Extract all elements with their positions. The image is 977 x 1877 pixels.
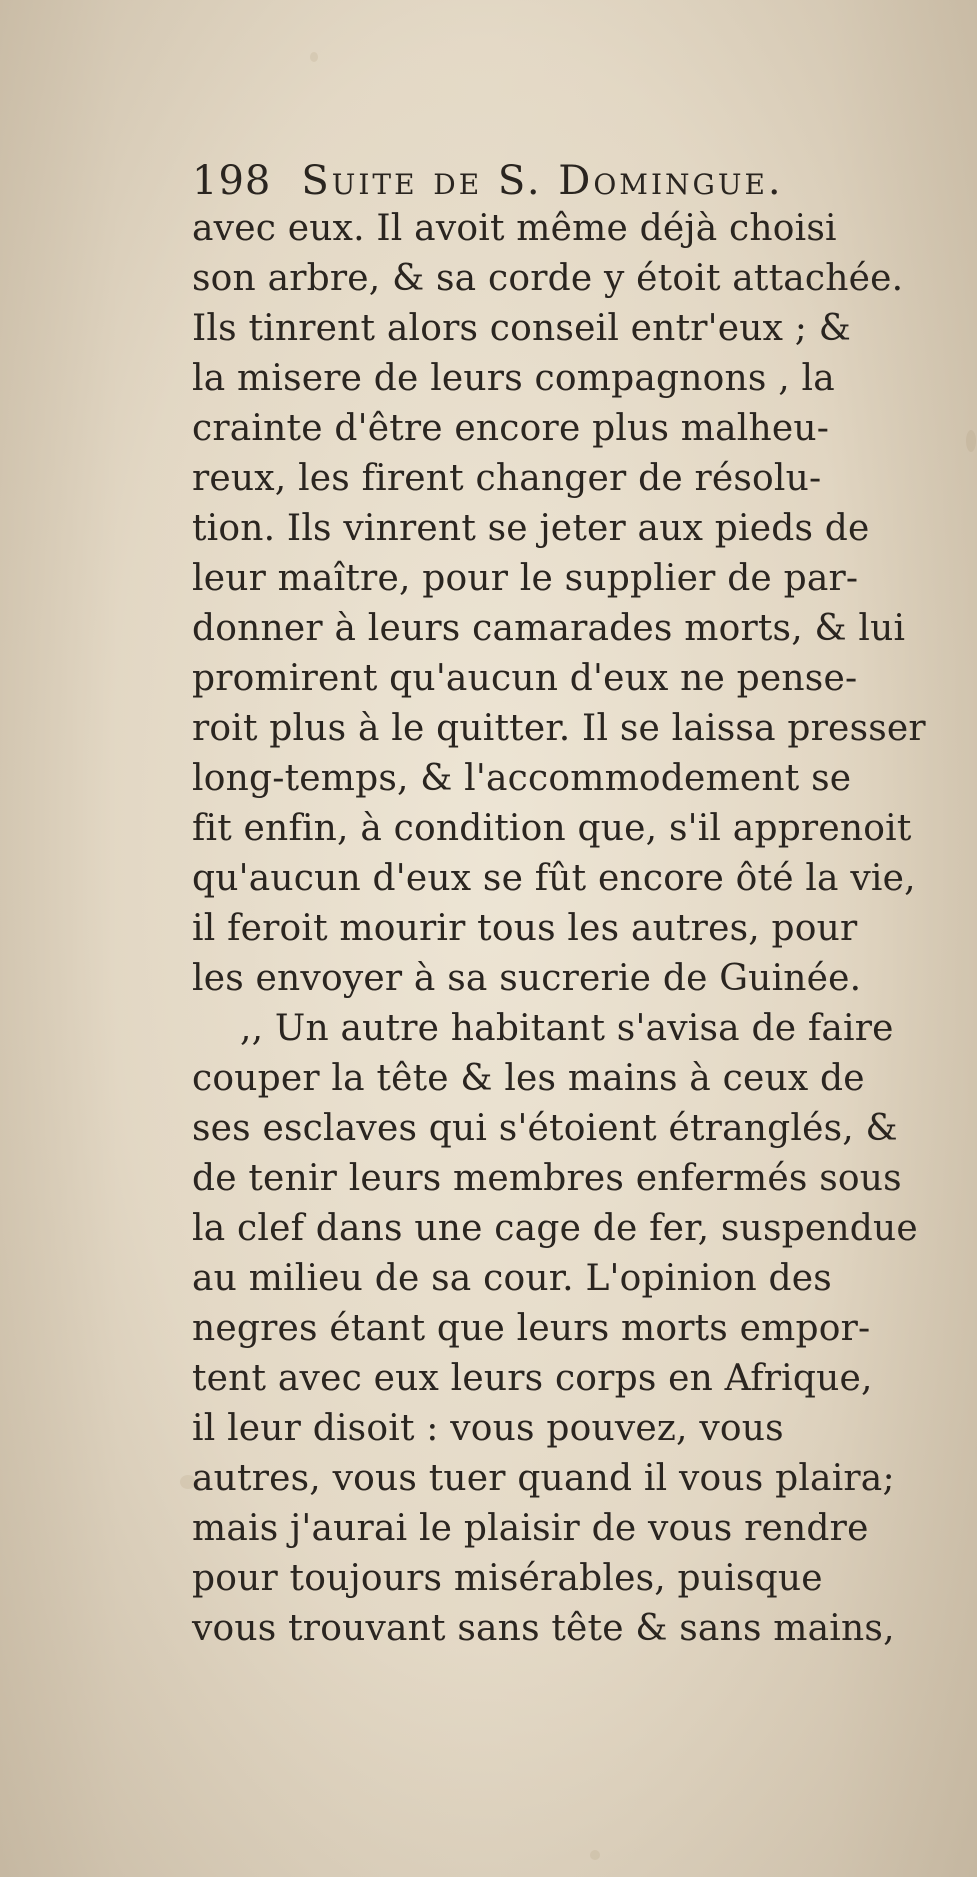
text-line: il feroit mourir tous les autres, pour [192,908,858,949]
paragraph-start-line: ,, Un autre habitant s'avisa de faire [240,1008,894,1049]
text-line: au milieu de sa cour. L'opinion des [192,1258,832,1299]
paper-stain [310,52,318,62]
text-line: pour toujours misérables, puisque [192,1558,823,1599]
text-line: tent avec eux leurs corps en Afrique, [192,1358,873,1399]
text-line: vous trouvant sans tête & sans mains, [192,1608,895,1649]
text-line: mais j'aurai le plaisir de vous rendre [192,1508,869,1549]
running-head: Suite de S. Domingue. [301,158,784,204]
text-line: de tenir leurs membres enfermés sous [192,1158,902,1199]
text-line: les envoyer à sa sucrerie de Guinée. [192,958,862,999]
text-line: fit enfin, à condition que, s'il apprenoit [192,808,912,849]
text-line: la clef dans une cage de fer, suspendue [192,1208,918,1249]
text-line: reux, les firent changer de résolu- [192,458,822,499]
text-line: crainte d'être encore plus malheu- [192,408,830,449]
paper-stain [966,430,976,452]
text-line: il leur disoit : vous pouvez, vous [192,1408,784,1449]
page-text [192,158,952,1654]
text-line: son arbre, & sa corde y étoit attachée. [192,258,904,299]
text-line: leur maître, pour le supplier de par- [192,558,859,599]
text-line: Ils tinrent alors conseil entr'eux ; & [192,308,851,349]
text-line: ses esclaves qui s'étoient étranglés, & [192,1108,898,1149]
text-line: donner à leurs camarades morts, & lui [192,608,906,649]
page-header [192,158,952,204]
text-line: negres étant que leurs morts empor- [192,1308,871,1349]
paper-stain [590,1850,600,1860]
text-line: tion. Ils vinrent se jeter aux pieds de [192,508,870,549]
text-line: promirent qu'aucun d'eux ne pense- [192,658,858,699]
text-line: roit plus à le quitter. Il se laissa presser [192,708,926,749]
text-line: long-temps, & l'accommodement se [192,758,852,799]
text-line: qu'aucun d'eux se fût encore ôté la vie, [192,858,916,899]
text-line: autres, vous tuer quand il vous plaira; [192,1458,895,1499]
text-line: la misere de leurs compagnons , la [192,358,835,399]
text-line: couper la tête & les mains à ceux de [192,1058,865,1099]
text-line: avec eux. Il avoit même déjà choisi [192,208,837,249]
page-number: 198 [192,158,272,204]
